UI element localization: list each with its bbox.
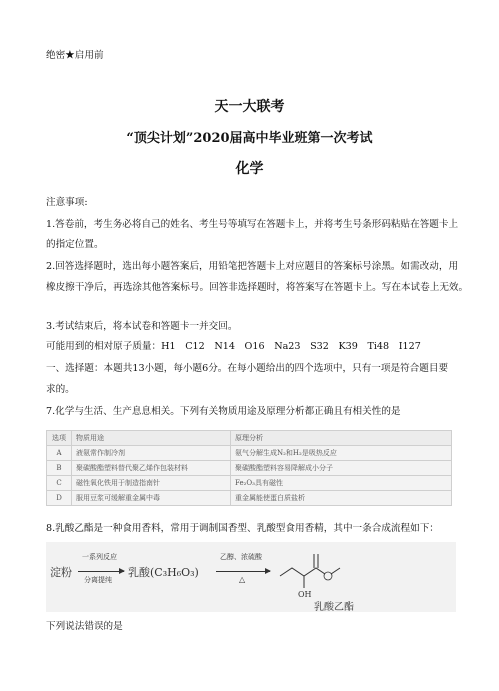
scheme-step1-workup: 分离提纯 xyxy=(84,576,112,584)
table-cell: A xyxy=(47,446,72,461)
table-cell: D xyxy=(47,491,72,506)
synthesis-scheme xyxy=(46,542,456,612)
table-cell: C xyxy=(47,476,72,491)
scheme-lactic-acid: 乳酸(C₃H₆O₃) xyxy=(128,566,199,579)
table-row xyxy=(47,476,452,491)
table-cell: 聚碳酸酯塑料替代聚乙烯作包装材料 xyxy=(72,461,231,476)
note-1-line-2: 的指定位置。 xyxy=(46,239,104,250)
question-7-stem: 7.化学与生活、生产息息相关。下列有关物质用途及原理分析都正确且有相关性的是 xyxy=(46,406,401,417)
note-3: 3.考试结束后，将本试卷和答题卡一并交回。 xyxy=(46,321,238,332)
table-cell: B xyxy=(47,461,72,476)
table-row xyxy=(47,491,452,506)
table-cell: 液氨常作制冷剂 xyxy=(72,446,231,461)
subject-title: 化学 xyxy=(235,161,264,177)
scheme-step2-reagents: 乙醇、浓硫酸 xyxy=(220,553,262,561)
note-1-line-1: 1.答卷前，考生务必将自己的姓名、考生号等填写在答题卡上，并将考生号条形码粘贴在答题卡上 xyxy=(46,219,459,230)
scheme-arrow-2 xyxy=(216,571,270,572)
table-row xyxy=(47,446,452,461)
table-cell: 服用豆浆可缓解重金属中毒 xyxy=(72,491,231,506)
org-title: 天一大联考 xyxy=(214,99,285,115)
scheme-arrow-1 xyxy=(78,571,124,572)
scheme-product-name: 乳酸乙酯 xyxy=(314,602,354,613)
scheme-step1-condition: 一系列反应 xyxy=(82,553,117,561)
table-cell: 氨气分解生成N₂和H₂是吸热反应 xyxy=(231,446,452,461)
scheme-heat-symbol: △ xyxy=(239,575,246,584)
secret-mark: 绝密★启用前 xyxy=(46,50,104,61)
note-2-line-1: 2.回答选择题时，选出每小题答案后，用铅笔把答题卡上对应题目的答案标号涂黑。如需改动，用 xyxy=(46,261,459,272)
table-row xyxy=(47,461,452,476)
section-intro-line-2: 求的。 xyxy=(46,384,75,395)
note-2-line-2: 橡皮擦干净后，再选涂其他答案标号。回答非选择题时，将答案写在答题卡上。写在本试卷上无效。 xyxy=(46,282,469,293)
question-7-table xyxy=(46,430,452,506)
table-header-row xyxy=(47,431,452,446)
table-header-cell: 选项 xyxy=(47,431,72,446)
table-cell: 聚碳酸酯塑料容易降解成小分子 xyxy=(231,461,452,476)
question-8-prompt: 下列说法错误的是 xyxy=(46,621,123,632)
table-header-cell: 原理分析 xyxy=(231,431,452,446)
scheme-starch: 淀粉 xyxy=(50,566,72,579)
table-header-cell: 物质用途 xyxy=(72,431,231,446)
scheme-oh-label: OH xyxy=(298,590,312,599)
section-intro-line-1: 一、选择题：本题共13小题，每小题6分。在每小题给出的四个选项中，只有一项是符合题目要 xyxy=(46,363,449,374)
table-cell: 磁性氧化铁用于制造指南针 xyxy=(72,476,231,491)
question-8-stem: 8.乳酸乙酯是一种食用香料，常用于调制国香型、乳酸型食用香精，其中一条合成流程如下： xyxy=(46,523,439,534)
exam-title: “顶尖计划”2020届高中毕业班第一次考试 xyxy=(126,131,373,146)
ethyl-lactate-structure xyxy=(276,546,352,592)
atomic-mass-line: 可能用到的相对原子质量：H1 C12 N14 O16 Na23 S32 K39 Ti48 I127 xyxy=(46,341,421,352)
table-cell: 重金属能使蛋白质盐析 xyxy=(231,491,452,506)
table-cell: Fe₂O₃具有磁性 xyxy=(231,476,452,491)
notes-heading: 注意事项: xyxy=(46,197,88,208)
